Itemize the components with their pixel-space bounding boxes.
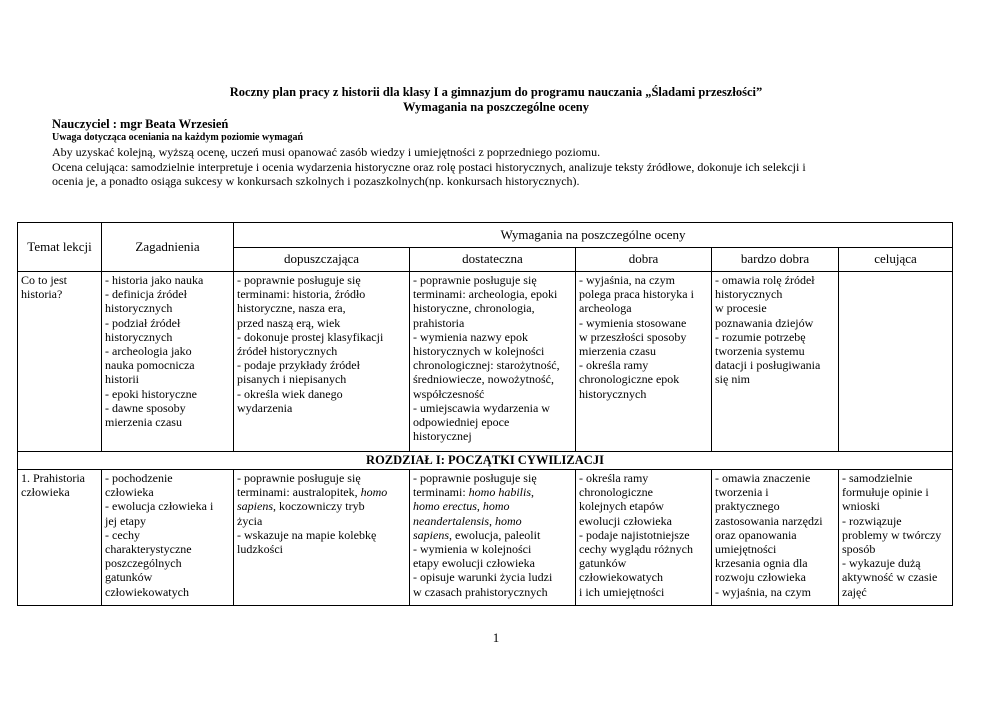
cell-line: - historia jako nauka (105, 273, 204, 287)
cell-line: - pochodzenie (105, 471, 173, 485)
row2-dopuszczajaca: - poprawnie posługuje się terminami: australopitek, homo sapiens, koczowniczy tryb życia - wskazuje na mapie kolebkę ludzkości (234, 470, 410, 606)
row1-celujaca (839, 272, 953, 452)
cell-line: historycznych (579, 386, 647, 401)
cell-line: kolejnych etapów (579, 499, 664, 514)
document-subtitle: Wymagania na poszczególne oceny (403, 100, 589, 114)
cell-line: cechy wyglądu różnych (579, 542, 693, 557)
row2-bardzo-dobra (712, 470, 839, 606)
cell-line: sposób (842, 542, 876, 557)
row1-topic (18, 272, 102, 452)
cell-line: zajęć (842, 584, 867, 599)
cell-line: aktywność w czasie (842, 570, 938, 585)
note-line-2: Ocena celująca: samodzielnie interpretuje i ocenia wydarzenia historyczne oraz rolę postaci historycznych, analizuje teksty źródłowe, dokonuje ich selekcji i (52, 160, 806, 174)
cell-line: formułuje opinie i (842, 485, 929, 500)
row2-celujaca (839, 470, 953, 606)
note-line-3: ocenia je, a ponadto osiąga sukcesy w konkursach szkolnych i pozaszkolnych(np. konkursach historycznych). (52, 174, 580, 188)
row1-dopuszczajaca (234, 272, 410, 452)
cell-line: - dawne sposoby (105, 400, 186, 415)
cell-line: i ich umiejętności (579, 584, 665, 599)
section-title: ROZDZIAŁ I: POCZĄTKI CYWILIZACJI (18, 452, 953, 470)
cell-line: - określa ramy (579, 358, 649, 373)
cell-line: archeologa (579, 301, 632, 316)
cell-line: w procesie (715, 301, 767, 316)
cell-line: - omawia znaczenie (715, 471, 811, 485)
cell-line: chronologiczne epok (579, 372, 680, 387)
header-grade-dobra: dobra (576, 248, 712, 272)
cell-line: - wymienia stosowane (579, 315, 687, 330)
cell-line: - podaje najistotniejsze (579, 527, 690, 542)
cell-line: nauka pomocnicza (105, 358, 195, 373)
table-row (18, 272, 953, 452)
cell-line: źródeł historycznych (237, 344, 338, 359)
cell-line: odpowiedniej epoce (413, 415, 510, 430)
cell-line: - wymienia nazwy epok (413, 329, 528, 344)
cell-line: historycznych (105, 301, 173, 316)
cell-line: się nim (715, 372, 750, 387)
header-grade-dopuszczajaca: dopuszczająca (234, 248, 410, 272)
cell-line: - ewolucja człowieka i (105, 499, 214, 514)
cell-line: przed naszą erą, wiek (237, 315, 341, 330)
cell-line: - wyjaśnia, na czym (715, 584, 811, 599)
cell-line: wnioski (842, 499, 881, 514)
cell-line: tworzenia i (715, 485, 769, 500)
cell-line: gatunków (105, 570, 153, 585)
cell-line: współczesność (413, 386, 485, 401)
cell-line: zastosowania narzędzi (715, 513, 823, 528)
cell-line: ewolucji człowieka (579, 513, 672, 528)
cell-line: - wykazuje dużą (842, 556, 921, 571)
cell-line: w przeszłości sposoby (579, 329, 687, 344)
cell-line: - określa wiek danego (237, 386, 343, 401)
row1-dostateczna (410, 272, 576, 452)
row2-issues (102, 470, 234, 606)
header-topic: Temat lekcji (18, 223, 102, 272)
cell-line: praktycznego (715, 499, 780, 514)
cell-line: Co to jest (21, 273, 68, 287)
cell-line: - cechy (105, 527, 140, 542)
row1-bardzo-dobra (712, 272, 839, 452)
cell-line: - samodzielnie (842, 471, 913, 485)
cell-line: - archeologia jako (105, 344, 192, 359)
cell-line: mierzenia czasu (105, 415, 182, 430)
cell-line: - definicja źródeł (105, 287, 187, 302)
cell-line: terminami: historia, źródło (237, 287, 366, 302)
cell-line: - umiejscawia wydarzenia w (413, 400, 550, 415)
table-row (18, 470, 953, 606)
note-line-1: Aby uzyskać kolejną, wyższą ocenę, uczeń musi opanować zasób wiedzy i umiejętności z poprzedniego poziomu. (52, 145, 601, 159)
header-grade-celujaca: celująca (839, 248, 953, 272)
note-heading: Uwaga dotycząca oceniania na każdym poziomie wymagań (52, 132, 304, 143)
cell-line: średniowiecze, nowożytność, (413, 372, 554, 387)
cell-line: historyczne, nasza era, (237, 301, 346, 316)
cell-line: człowiekowatych (579, 570, 663, 585)
cell-line: prahistoria (413, 315, 465, 330)
cell-line: umiejętności (715, 542, 777, 557)
cell-line: - rozumie potrzebę (715, 329, 806, 344)
page-number: 1 (492, 630, 500, 645)
cell-line: rozwoju człowieka (715, 570, 806, 585)
cell-line: chronologicznej: starożytność, (413, 358, 560, 373)
header-grade-bardzo-dobra: bardzo dobra (712, 248, 839, 272)
cell-line: człowiekowatych (105, 584, 189, 599)
cell-line: gatunków (579, 556, 627, 571)
cell-line: 1. Prahistoria (21, 471, 85, 485)
cell-line: historycznych w kolejności (413, 344, 545, 359)
cell-line: pisanych i niepisanych (237, 372, 347, 387)
row2-topic (18, 470, 102, 606)
cell-line: historyczne, chronologia, (413, 301, 535, 316)
header-issues: Zagadnienia (102, 223, 234, 272)
cell-line: wydarzenia (237, 400, 293, 415)
cell-line: człowieka (105, 485, 154, 500)
cell-line: chronologiczne (579, 485, 653, 500)
cell-line: historycznych (105, 329, 173, 344)
header-grade-dostateczna: dostateczna (410, 248, 576, 272)
cell-line: tworzenia systemu (715, 344, 805, 359)
row2-dostateczna: - poprawnie posługuje się terminami: homo habilis, homo erectus, homo neandertalensis, homo sapiens, ewolucja, paleolit - wymienia w kolejności etapy ewolucji człowieka - opisuje warunki życia ludzi w czasach prahistorycznych (410, 470, 576, 606)
requirements-table (17, 222, 953, 606)
row1-issues (102, 272, 234, 452)
row2-dobra (576, 470, 712, 606)
teacher-name: Nauczyciel : mgr Beata Wrzesień (52, 117, 229, 131)
cell-line: - podaje przykłady źródeł (237, 358, 360, 373)
cell-line: - dokonuje prostej klasyfikacji (237, 329, 384, 344)
cell-line: historia? (21, 287, 63, 302)
cell-line: polega praca historyka i (579, 287, 694, 302)
cell-line: człowieka (21, 485, 70, 500)
note-paragraph (52, 160, 882, 188)
cell-line: problemy w twórczy (842, 527, 942, 542)
cell-line: historycznych (715, 287, 783, 302)
cell-line: historycznej (413, 429, 472, 444)
cell-line: poszczególnych (105, 556, 182, 571)
cell-line: charakterystyczne (105, 542, 192, 557)
header-requirements: Wymagania na poszczególne oceny (234, 223, 953, 248)
cell-line: historii (105, 372, 140, 387)
cell-line: - epoki historyczne (105, 386, 197, 401)
document-title: Roczny plan pracy z historii dla klasy I a gimnazjum do programu nauczania „Śladami przeszłości” (229, 85, 763, 99)
cell-line: - poprawnie posługuje się (237, 273, 361, 287)
cell-line: - podział źródeł (105, 315, 181, 330)
cell-line: - omawia rolę źródeł (715, 273, 815, 287)
cell-line: - określa ramy (579, 471, 649, 485)
cell-line: krzesania ognia dla (715, 556, 808, 571)
row1-dobra (576, 272, 712, 452)
cell-line: terminami: archeologia, epoki (413, 287, 558, 302)
cell-line: oraz opanowania (715, 527, 797, 542)
cell-line: mierzenia czasu (579, 344, 656, 359)
cell-line: - poprawnie posługuje się (413, 273, 537, 287)
cell-line: jej etapy (105, 513, 146, 528)
cell-line: datacji i posługiwania (715, 358, 821, 373)
cell-line: poznawania dziejów (715, 315, 814, 330)
cell-line: - rozwiązuje (842, 513, 902, 528)
cell-line: - wyjaśnia, na czym (579, 273, 675, 287)
